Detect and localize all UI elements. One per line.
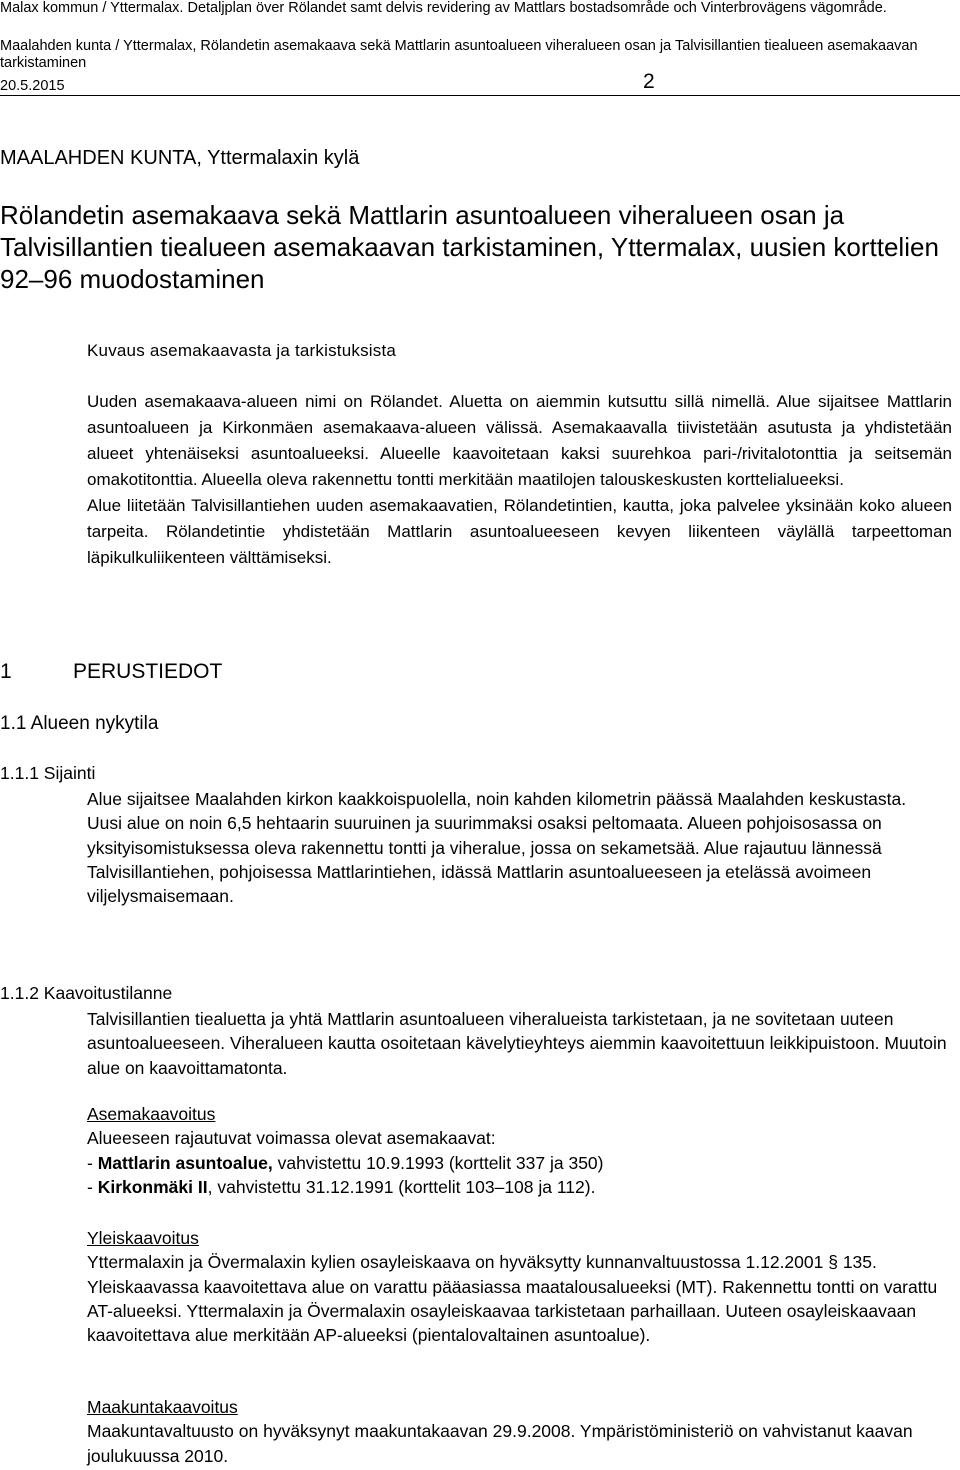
local-plan-item: - Mattlarin asuntoalue, vahvistettu 10.9.1993 (korttelit 337 ja 350)	[87, 1152, 604, 1173]
header-date: 20.5.2015	[0, 78, 65, 94]
master-plan-heading: Yleiskaavoitus	[87, 1228, 199, 1248]
plan-name: Kirkonmäki II	[97, 1176, 208, 1197]
regional-plan-heading: Maakuntakaavoitus	[87, 1397, 238, 1417]
description-paragraph: Alue liitetään Talvisillantiehen uuden asemakaavatien, Rölandetintien, kautta, joka palvelee yksinään koko alueen tarpeita. Rölandetintie yhdistetään Mattlarin asuntoalueeseen kevyen liikenteen väylällä tarpeettoman läpikulkuliikenteen välttämiseksi.	[87, 496, 952, 567]
location-body	[87, 787, 957, 908]
master-plan-text: Yttermalaxin ja Övermalaxin kylien osayleiskaava on hyväksytty kunnanvaltuustossa 1.12.2001 § 135. Yleiskaavassa kaavoitettava alue on varattu pääasiassa maatalousalueeksi (MT). Rakennettu tontti on varattu AT-alueeksi. Yttermalaxin ja Övermalaxin osayleiskaavaa tarkistetaan parhaillaan. Uuteen osayleiskaavaan kaavoitettava alue merkitään AP-alueeksi (pientalovaltainen asuntoalue).	[87, 1252, 938, 1346]
local-plan-item: - Kirkonmäki II, vahvistettu 31.12.1991 (korttelit 103–108 ja 112).	[87, 1176, 596, 1197]
local-plan-block	[87, 1102, 957, 1199]
description-paragraph: Uuden asemakaava-alueen nimi on Rölandet. Aluetta on aiemmin kutsuttu sillä nimellä. Alue sijaitsee Mattlarin asuntoalueen ja Kirkonmäen asemakaava-alueen välissä. Asemakaavalla tiivistetään asutusta ja yhdistetään alueet yhtenäiseksi asuntoalueeksi. Alueelle kaavoitetaan kaksi suurehkoa pari-/rivitalotonttia ja seitsemän omakotitonttia. Alueella oleva rakennettu tontti merkitään maatilojen talouskeskusten korttelialueeksi.	[87, 392, 952, 489]
header-divider	[0, 95, 960, 96]
description-body	[87, 389, 952, 571]
plan-name: Mattlarin asuntoalue,	[97, 1152, 273, 1173]
section-number: 1	[0, 660, 12, 683]
section-title: PERUSTIEDOT	[73, 660, 223, 683]
planning-paragraph: Talvisillantien tiealuetta ja yhtä Mattlarin asuntoalueen viheralueista tarkistetaan, ja ne sovitetaan uuteen asuntoalueeseen. Viheralueen kautta osoitetaan kävelytieyhteys aiemmin kaavoitettuun leikkipuistoon. Muutoin alue on kaavoittamatonta.	[87, 1009, 947, 1078]
document-title: Rölandetin asemakaava sekä Mattlarin asuntoalueen viheralueen osan ja Talvisillantien tiealueen asemakaavan tarkistaminen, Yttermalax, uusien korttelien 92–96 muodostaminen	[0, 200, 939, 294]
municipality-heading: MAALAHDEN KUNTA, Yttermalaxin kylä	[0, 147, 360, 169]
section-heading-1	[0, 660, 222, 684]
regional-plan-text: Maakuntavaltuusto on hyväksynyt maakuntakaavan 29.9.2008. Ympäristöministeriö on vahvistanut kaavan joulukuussa 2010.	[87, 1421, 913, 1466]
section-heading-1-1: 1.1 Alueen nykytila	[0, 713, 159, 734]
header-line-finnish: Maalahden kunta / Yttermalax, Rölandetin asemakaava sekä Mattlarin asuntoalueen viheralueen osan ja Talvisillantien tiealueen asemakaavan tarkistaminen	[0, 38, 918, 71]
location-paragraph: Uusi alue on noin 6,5 hehtaarin suuruinen ja suurimmaksi osaksi peltomaata. Alueen pohjoisosassa on yksityisomistuksessa oleva rakennettu tontti ja viheralue, jossa on sekametsää. Alue rajautuu lännessä Talvisillantiehen, pohjoisessa Mattlarintiehen, idässä Mattlarin asuntoalueeseen ja etelässä avoimeen viljelysmaisemaan.	[87, 813, 882, 907]
planning-body	[87, 1007, 957, 1080]
section-heading-1-1-1: 1.1.1 Sijainti	[0, 763, 96, 783]
section-heading-1-1-2: 1.1.2 Kaavoitustilanne	[0, 983, 173, 1003]
local-plan-heading: Asemakaavoitus	[87, 1104, 216, 1124]
header-line-swedish: Malax kommun / Yttermalax. Detaljplan över Rölandet samt delvis revidering av Mattlars bostadsområde och Vinterbrovägens vägområde.	[0, 0, 887, 16]
page-number: 2	[643, 70, 655, 93]
local-plan-intro: Alueeseen rajautuvat voimassa olevat asemakaavat:	[87, 1128, 496, 1149]
description-heading: Kuvaus asemakaavasta ja tarkistuksista	[87, 341, 397, 360]
master-plan-block	[87, 1226, 957, 1347]
regional-plan-block	[87, 1395, 957, 1468]
location-paragraph: Alue sijaitsee Maalahden kirkon kaakkoispuolella, noin kahden kilometrin päässä Maalahden keskustasta.	[87, 789, 907, 809]
